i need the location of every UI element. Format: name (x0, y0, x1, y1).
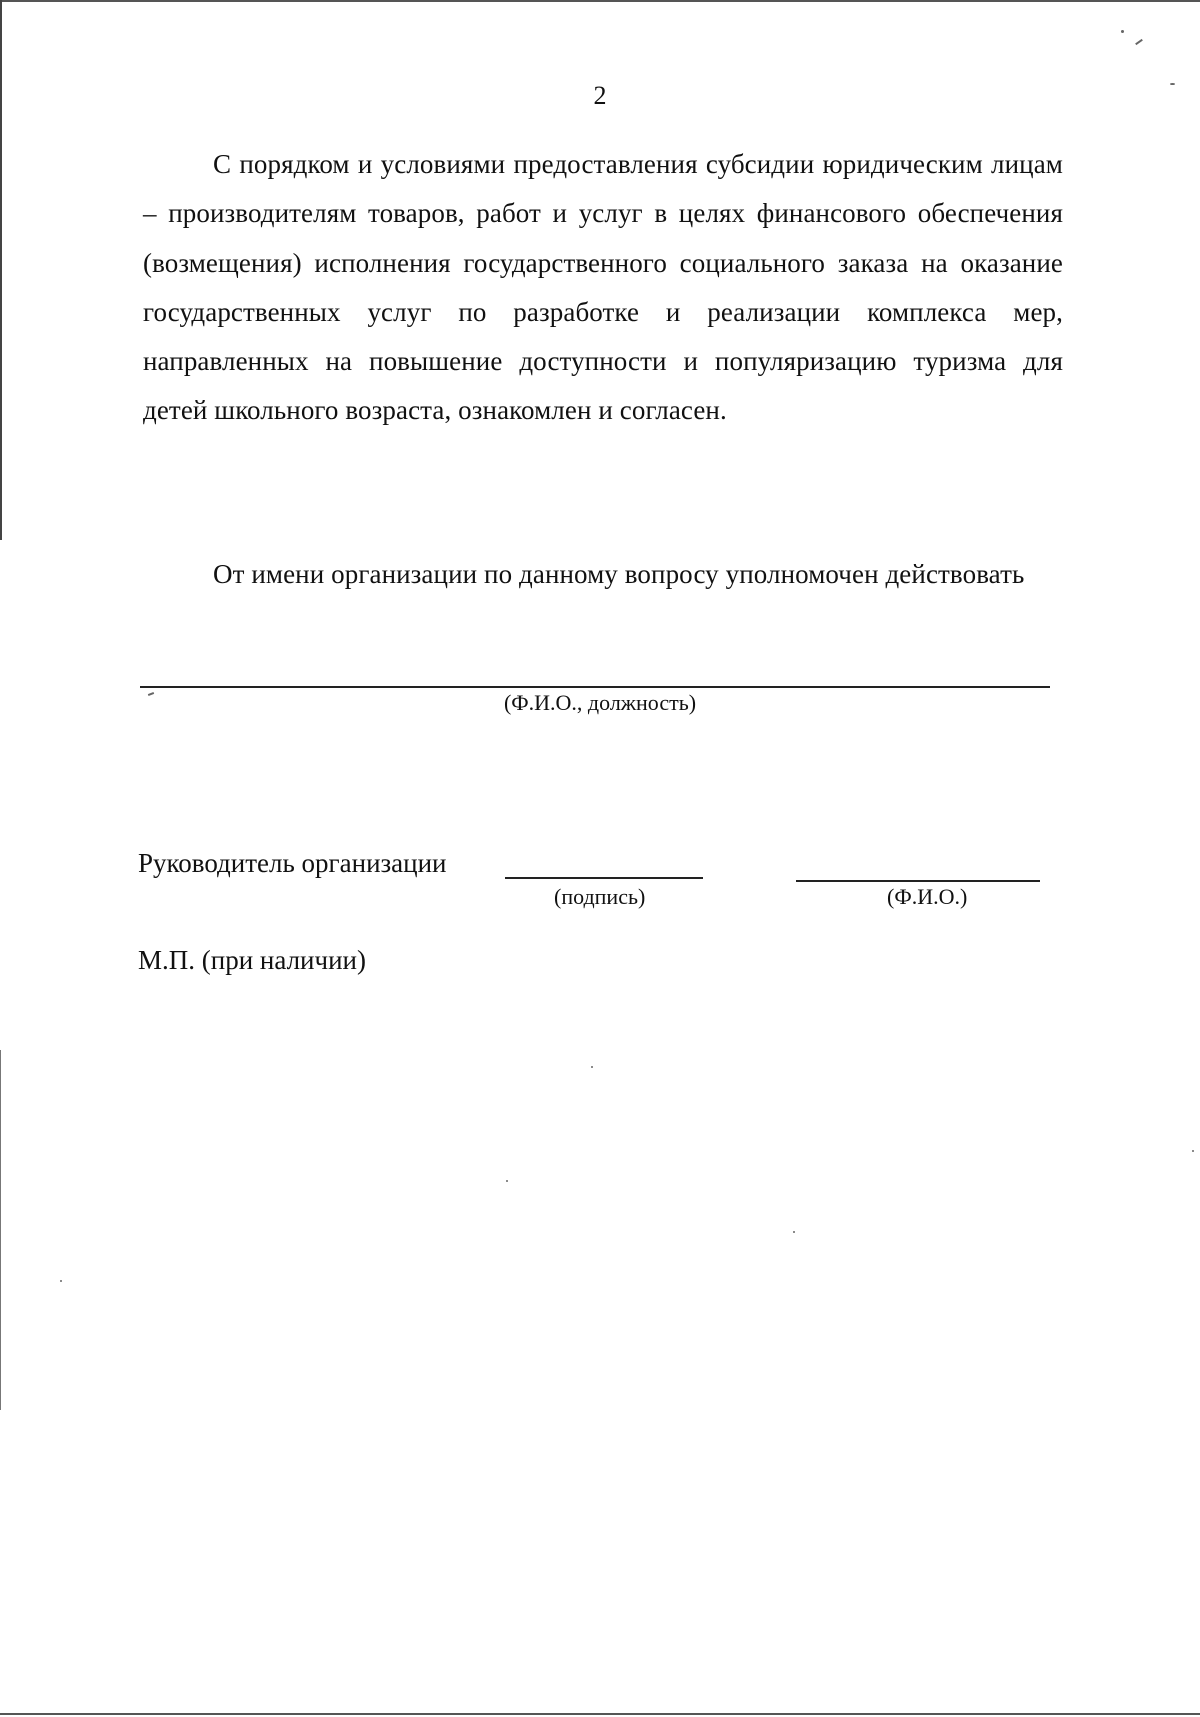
authorized-person-line (140, 686, 1050, 688)
authorized-person-caption: (Ф.И.О., должность) (503, 690, 697, 715)
scan-edge-top (0, 0, 1200, 2)
scan-speck (1121, 30, 1124, 33)
consent-paragraph: С порядком и условиями предоставления субсидии юридическим лицам – производителям товаров, работ и услуг в целях финансового обеспечения (возмещения) исполнения государственного социального заказа на оказание государственных услуг по разработке и реализации комплекса мер, направленных на повышение доступности и популяризацию туризма для детей школьного возраста, ознакомлен и согласен. (143, 149, 1063, 426)
scan-edge-left-lower (0, 1050, 1, 1410)
head-name-line (796, 880, 1040, 882)
scan-speck (1135, 39, 1143, 45)
signature-line (505, 877, 703, 879)
scan-edge-bottom (0, 1713, 1200, 1715)
scan-speck (591, 1066, 593, 1068)
page-number: 2 (593, 81, 607, 110)
scan-speck (1192, 1150, 1194, 1152)
head-name-caption: (Ф.И.О.) (887, 884, 968, 909)
head-of-organization-label: Руководитель организации (138, 848, 447, 878)
stamp-place-label: М.П. (при наличии) (138, 945, 366, 975)
signature-caption: (подпись) (554, 884, 646, 909)
authorization-paragraph: От имени организации по данному вопросу уполномочен действовать (213, 559, 1025, 589)
scan-speck (506, 1180, 508, 1182)
scan-speck (793, 1231, 795, 1233)
scan-speck (60, 1280, 62, 1282)
